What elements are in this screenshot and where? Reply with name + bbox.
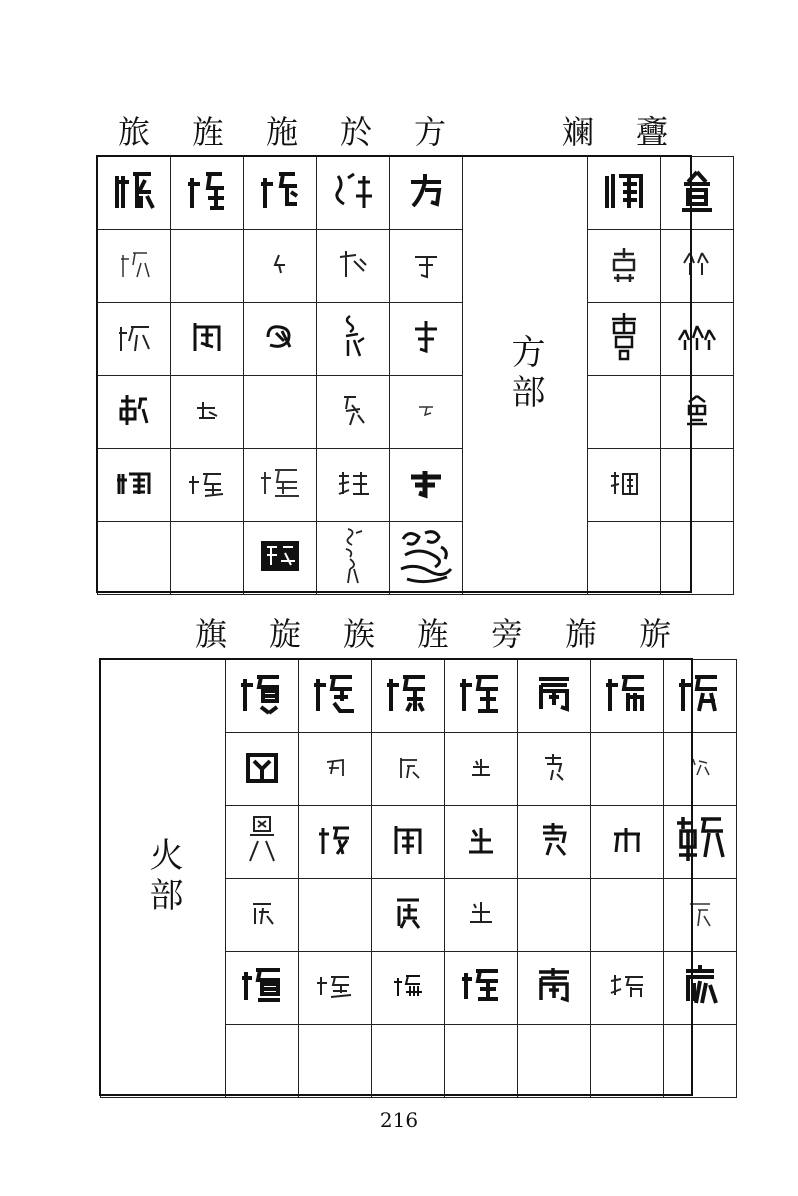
empty-cell — [171, 230, 244, 303]
table-row — [101, 660, 737, 733]
empty-cell — [244, 376, 317, 449]
table-row — [98, 303, 734, 376]
seal-cell — [317, 157, 390, 230]
empty-cell — [588, 376, 661, 449]
seal-cell — [591, 952, 664, 1025]
seal-glyph-icon — [533, 966, 575, 1006]
seal-cell — [171, 449, 244, 522]
seal-cell — [226, 952, 299, 1025]
empty-cell — [518, 1025, 591, 1098]
seal-glyph-icon — [315, 820, 355, 860]
seal-cell — [98, 449, 171, 522]
seal-glyph-icon — [338, 312, 368, 362]
seal-glyph-icon — [330, 168, 376, 214]
seal-glyph-icon — [606, 311, 642, 363]
seal-glyph-icon — [458, 671, 504, 717]
seal-cell — [390, 230, 463, 303]
seal-cell — [591, 806, 664, 879]
seal-glyph-icon — [460, 967, 502, 1005]
character-table-2 — [100, 659, 737, 1098]
radical-label: 方部 — [505, 333, 545, 414]
seal-glyph-icon — [415, 401, 437, 419]
page-number: 216 — [379, 1108, 419, 1132]
seal-cell — [518, 660, 591, 733]
seal-glyph-icon — [242, 749, 282, 785]
radical-cell — [463, 157, 588, 595]
seal-cell — [299, 660, 372, 733]
seal-glyph-icon — [468, 755, 494, 779]
seal-cell — [390, 449, 463, 522]
seal-cell — [588, 449, 661, 522]
seal-cell — [664, 806, 737, 879]
header-char: 旋 — [268, 615, 301, 653]
seal-cell — [372, 879, 445, 952]
seal-cell — [445, 660, 518, 733]
empty-cell — [591, 879, 664, 952]
seal-glyph-icon — [245, 896, 279, 930]
seal-cell — [390, 522, 463, 595]
seal-cell — [226, 806, 299, 879]
seal-glyph-icon — [607, 468, 641, 498]
seal-glyph-icon — [466, 898, 496, 928]
seal-cell — [226, 660, 299, 733]
empty-cell — [299, 1025, 372, 1098]
header-char: 旁 — [490, 615, 523, 653]
seal-glyph-icon — [675, 320, 719, 354]
seal-glyph-icon — [335, 468, 371, 498]
seal-cell — [445, 879, 518, 952]
seal-cell — [372, 660, 445, 733]
seal-cell — [664, 879, 737, 952]
header-char: 方 — [413, 113, 446, 151]
seal-glyph-icon — [606, 244, 642, 284]
seal-glyph-icon — [678, 963, 722, 1009]
seal-cell — [664, 733, 737, 806]
seal-cell — [372, 733, 445, 806]
seal-cell — [244, 230, 317, 303]
seal-cell — [445, 952, 518, 1025]
seal-glyph-icon — [244, 811, 280, 869]
seal-cell — [317, 230, 390, 303]
radical-label: 火部 — [143, 836, 183, 917]
seal-glyph-icon — [239, 671, 285, 717]
table-row — [98, 376, 734, 449]
empty-cell — [518, 879, 591, 952]
header-char: 旗 — [194, 615, 227, 653]
seal-glyph-icon — [684, 896, 716, 930]
seal-cell — [518, 733, 591, 806]
header-char: 旌 — [416, 615, 449, 653]
seal-glyph-icon — [265, 249, 295, 279]
empty-cell — [661, 522, 734, 595]
seal-cell — [171, 376, 244, 449]
seal-glyph-icon — [687, 755, 713, 779]
seal-glyph-icon — [193, 396, 221, 424]
empty-cell — [591, 1025, 664, 1098]
seal-glyph-icon — [115, 468, 153, 498]
seal-cell — [390, 157, 463, 230]
empty-cell — [299, 879, 372, 952]
seal-cell — [299, 952, 372, 1025]
seal-glyph-icon — [409, 317, 443, 357]
seal-glyph-icon — [340, 525, 366, 587]
seal-cell — [98, 303, 171, 376]
seal-glyph-icon — [677, 671, 723, 717]
seal-glyph-icon — [607, 971, 647, 1001]
empty-cell — [226, 1025, 299, 1098]
seal-cell — [98, 230, 171, 303]
seal-glyph-icon — [321, 754, 349, 780]
seal-glyph-icon — [257, 168, 303, 214]
seal-glyph-icon — [260, 319, 300, 355]
seal-cell — [317, 522, 390, 595]
seal-cell — [661, 376, 734, 449]
seal-glyph-icon — [392, 972, 424, 1000]
seal-glyph-icon — [115, 319, 153, 355]
seal-cell — [372, 952, 445, 1025]
seal-cell — [390, 376, 463, 449]
seal-cell — [588, 303, 661, 376]
header-char: 族 — [342, 615, 375, 653]
seal-glyph-icon — [111, 168, 157, 214]
seal-cell — [661, 230, 734, 303]
seal-glyph-icon — [608, 824, 646, 856]
table-row — [98, 157, 734, 230]
header-char: 施 — [265, 113, 298, 151]
seal-glyph-icon — [187, 468, 227, 498]
seal-cell — [518, 952, 591, 1025]
seal-cell — [226, 879, 299, 952]
seal-cell — [390, 303, 463, 376]
seal-glyph-icon — [117, 391, 151, 429]
header-char: 斓 — [561, 113, 594, 151]
seal-glyph-icon — [539, 750, 569, 784]
seal-cell — [661, 303, 734, 376]
seal-glyph-icon — [604, 671, 650, 717]
seal-cell — [98, 157, 171, 230]
table-row — [98, 449, 734, 522]
empty-cell — [445, 1025, 518, 1098]
seal-cell — [171, 303, 244, 376]
seal-glyph-icon — [388, 820, 428, 860]
table-row — [98, 230, 734, 303]
seal-cell — [664, 952, 737, 1025]
seal-glyph-icon — [407, 467, 445, 499]
empty-cell — [588, 522, 661, 595]
seal-glyph-icon — [389, 894, 427, 932]
seal-glyph-icon — [240, 966, 284, 1006]
header-char: 旂 — [638, 615, 671, 653]
seal-cell — [98, 376, 171, 449]
seal-cell — [588, 230, 661, 303]
seal-cell — [317, 376, 390, 449]
radical-cell — [101, 660, 226, 1098]
seal-cell — [299, 733, 372, 806]
header-char: 旆 — [564, 615, 597, 653]
seal-glyph-icon — [683, 392, 711, 428]
seal-cell — [445, 806, 518, 879]
seal-cell — [244, 449, 317, 522]
seal-glyph-icon — [674, 168, 720, 214]
table-row — [98, 522, 734, 595]
empty-cell — [372, 1025, 445, 1098]
header-char — [467, 110, 541, 154]
seal-glyph-icon — [393, 752, 423, 782]
seal-glyph-icon — [395, 525, 457, 587]
seal-cell — [661, 157, 734, 230]
seal-cell — [591, 660, 664, 733]
seal-cell — [664, 660, 737, 733]
seal-cell — [518, 806, 591, 879]
seal-cell — [244, 303, 317, 376]
seal-cell — [317, 449, 390, 522]
seal-glyph-icon — [312, 671, 358, 717]
empty-cell — [661, 449, 734, 522]
seal-cell — [299, 806, 372, 879]
seal-glyph-icon — [336, 247, 370, 281]
seal-glyph-icon — [315, 971, 355, 1001]
seal-glyph-icon — [117, 247, 151, 281]
seal-glyph-icon — [535, 819, 573, 861]
header-char: 旌 — [191, 113, 224, 151]
seal-cell — [317, 303, 390, 376]
seal-glyph-icon — [680, 249, 714, 279]
empty-cell — [591, 733, 664, 806]
seal-cell — [372, 806, 445, 879]
character-table-1 — [97, 156, 734, 595]
seal-cell — [171, 157, 244, 230]
seal-glyph-icon — [409, 247, 443, 281]
header-char: 旅 — [117, 113, 150, 151]
seal-glyph-icon — [385, 671, 431, 717]
seal-glyph-icon — [531, 671, 577, 717]
seal-cell — [588, 157, 661, 230]
header-char — [100, 612, 174, 656]
empty-cell — [664, 1025, 737, 1098]
seal-glyph-icon — [338, 391, 368, 429]
seal-glyph-icon — [184, 168, 230, 214]
seal-glyph-icon — [463, 822, 499, 858]
header-char: 於 — [339, 113, 372, 151]
seal-glyph-icon — [673, 811, 727, 869]
seal-cell — [226, 733, 299, 806]
seal-glyph-icon — [259, 466, 301, 500]
empty-cell — [171, 522, 244, 595]
seal-glyph-icon — [257, 537, 303, 575]
seal-glyph-icon — [403, 168, 449, 214]
seal-glyph-icon — [601, 168, 647, 214]
seal-glyph-icon — [187, 317, 227, 357]
header-char: 斖 — [635, 113, 668, 151]
seal-cell — [244, 157, 317, 230]
empty-cell — [98, 522, 171, 595]
seal-cell — [445, 733, 518, 806]
seal-cell — [244, 522, 317, 595]
